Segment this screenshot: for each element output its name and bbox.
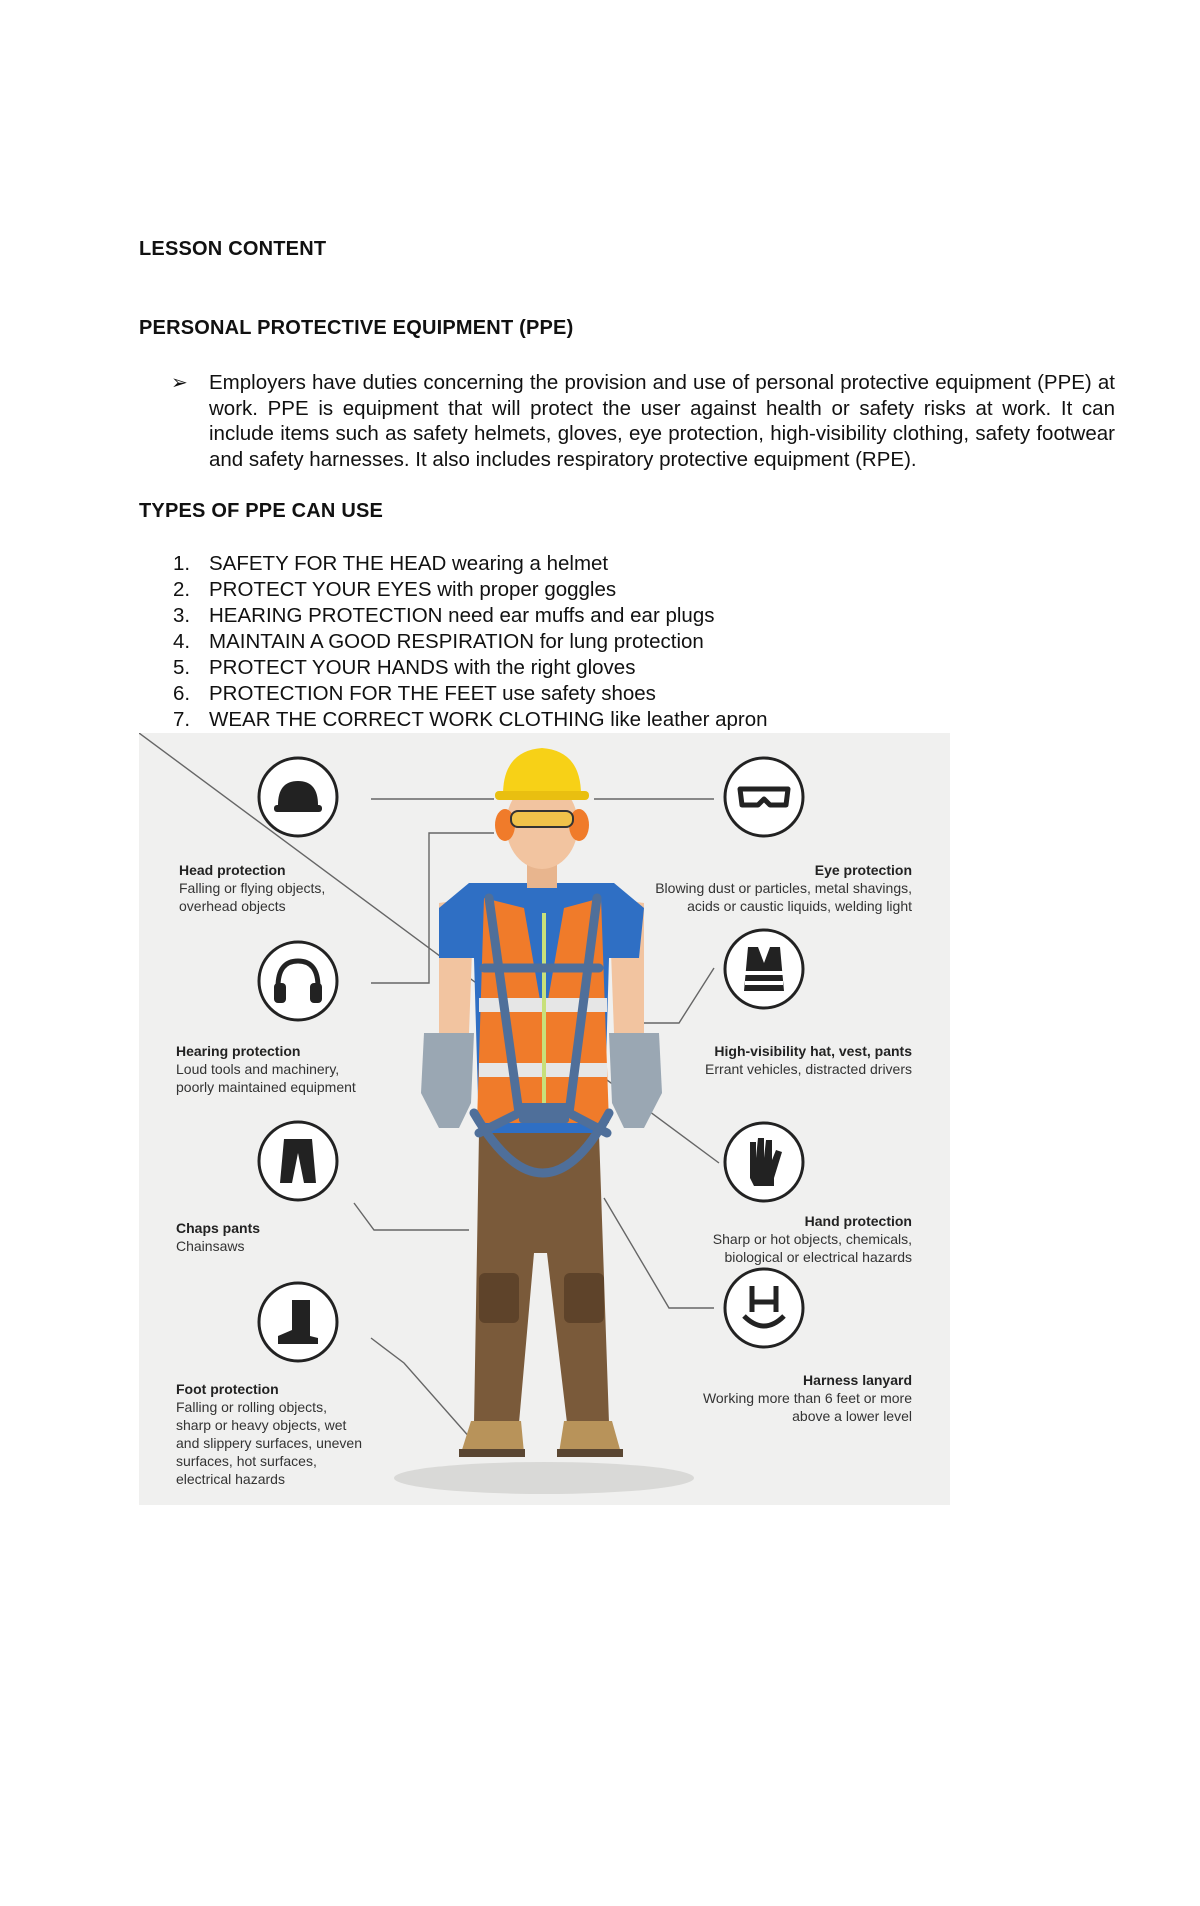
harness-icon xyxy=(722,1266,806,1350)
chaps-pants-label: Chaps pants Chainsaws xyxy=(176,1220,261,1254)
list-item: 2. PROTECT YOUR EYES with proper goggles xyxy=(173,578,617,601)
types-heading: TYPES OF PPE CAN USE xyxy=(139,500,384,522)
headphones-icon xyxy=(256,939,340,1023)
hearing-protection-label: Hearing protection Loud tools and machinery, poorly maintained equipment xyxy=(176,1043,356,1095)
boot-icon xyxy=(256,1280,340,1364)
ppe-heading: PERSONAL PROTECTIVE EQUIPMENT (PPE) xyxy=(139,317,574,339)
hard-hat-icon xyxy=(256,755,340,839)
goggles-icon xyxy=(722,755,806,839)
vest-icon xyxy=(722,927,806,1011)
eye-protection-label: Eye protection Blowing dust or particles, metal shavings, acids or caustic liquids, welding light xyxy=(655,862,912,914)
high-visibility-label: High-visibility hat, vest, pants Errant vehicles, distracted drivers xyxy=(705,1043,912,1077)
lesson-content-heading: LESSON CONTENT xyxy=(139,238,327,260)
list-item: 6. PROTECTION FOR THE FEET use safety shoes xyxy=(173,682,656,705)
arrow-bullet-icon: ➢ xyxy=(171,372,188,394)
intro-paragraph: Employers have duties concerning the provision and use of personal protective equipment (PPE) at work. PPE is equipment that will protect the user against health or safety risks at work. It can include items such as safety helmets, gloves, eye protection, high-visibility clothing, safety footwear and safety harnesses. It also includes respiratory protective equipment (RPE). xyxy=(209,371,1115,471)
types-list xyxy=(139,551,899,733)
pants-icon xyxy=(256,1119,340,1203)
harness-lanyard-label: Harness lanyard Working more than 6 feet or more above a lower level xyxy=(702,1372,912,1424)
ppe-infographic xyxy=(139,733,950,1505)
list-item: 7. WEAR THE CORRECT WORK CLOTHING like leather apron xyxy=(173,708,768,731)
head-protection-label: Head protection Falling or flying objects, overhead objects xyxy=(179,862,326,914)
list-item: 5. PROTECT YOUR HANDS with the right gloves xyxy=(173,656,636,679)
hand-protection-label: Hand protection Sharp or hot objects, chemicals, biological or electrical hazards xyxy=(712,1213,912,1265)
list-item: 4. MAINTAIN A GOOD RESPIRATION for lung protection xyxy=(173,630,704,653)
list-item: 1. SAFETY FOR THE HEAD wearing a helmet xyxy=(173,552,609,575)
foot-protection-label: Foot protection Falling or rolling objects, sharp or heavy objects, wet and slippery surfaces, uneven surfaces, hot surfaces, electrical hazards xyxy=(176,1381,362,1487)
intro-bullet xyxy=(139,370,1115,472)
list-item: 3. HEARING PROTECTION need ear muffs and ear plugs xyxy=(173,604,715,627)
glove-icon xyxy=(722,1120,806,1204)
